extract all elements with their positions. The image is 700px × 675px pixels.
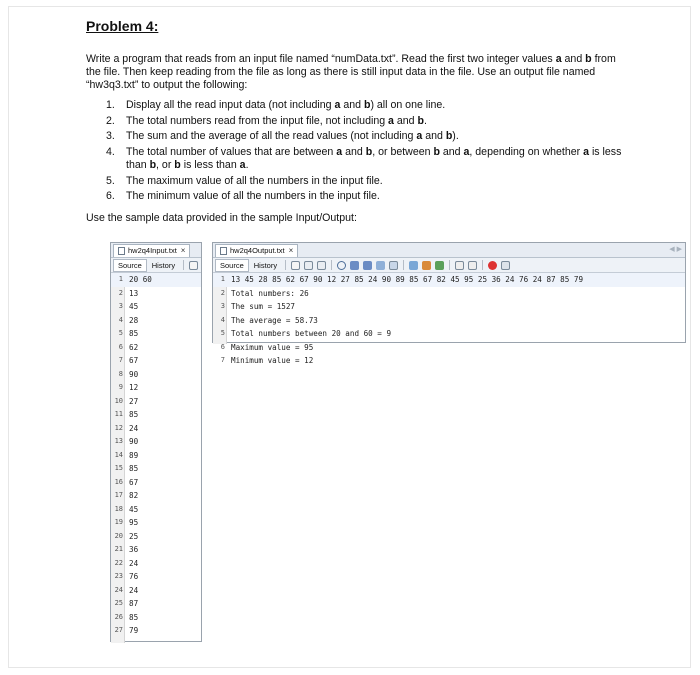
line-number: 27 — [114, 626, 123, 634]
input-code-area[interactable] — [111, 273, 201, 643]
line-text: 20 60 — [129, 275, 152, 284]
line-text: Total numbers: 26 — [231, 288, 309, 298]
line-text: 13 — [129, 288, 139, 298]
problem-title: Problem 4: — [86, 18, 159, 34]
code-line — [213, 273, 685, 287]
toolbar-divider — [331, 260, 332, 270]
code-line — [111, 341, 201, 355]
bookmark-icon[interactable] — [422, 261, 431, 270]
line-number: 24 — [114, 585, 123, 594]
line-number: 16 — [114, 477, 123, 486]
line-number: 6 — [118, 342, 123, 351]
line-text: The sum = 1527 — [231, 302, 296, 311]
back-icon[interactable] — [304, 261, 313, 270]
code-line — [111, 395, 201, 409]
line-number: 2 — [220, 288, 225, 297]
tab-input-file[interactable] — [113, 244, 190, 257]
code-line — [111, 462, 201, 476]
line-number: 19 — [114, 518, 123, 526]
toolbar-divider — [403, 260, 404, 270]
line-number: 26 — [114, 612, 123, 621]
search-icon[interactable] — [337, 261, 346, 270]
line-text: 89 — [129, 450, 139, 460]
line-number: 5 — [118, 329, 123, 337]
line-text: 36 — [129, 545, 139, 554]
list-item: 1. Display all the read input data (not including a and b) all on one line. — [106, 99, 446, 111]
code-line — [111, 435, 201, 449]
file-icon — [118, 247, 125, 255]
uncomment-icon[interactable] — [468, 261, 477, 270]
line-number: 23 — [114, 572, 123, 580]
editor-action-icon[interactable] — [189, 261, 198, 270]
sample-data-note: Use the sample data provided in the sample Input/Output: — [86, 212, 357, 224]
line-number: 6 — [220, 342, 225, 351]
line-text: 85 — [129, 410, 139, 419]
requirements-list — [86, 99, 626, 206]
line-text: Minimum value = 12 — [231, 356, 314, 365]
line-number: 25 — [114, 599, 123, 607]
line-number: 7 — [118, 356, 123, 364]
forward-icon[interactable] — [317, 261, 326, 270]
line-number: 1 — [118, 275, 123, 283]
line-number: 21 — [114, 545, 123, 553]
list-item: 6. The minimum value of all the numbers in the input file. — [106, 190, 380, 202]
find-next-icon[interactable] — [363, 261, 372, 270]
line-number: 13 — [114, 437, 123, 445]
line-text: 79 — [129, 626, 139, 635]
list-item: 3. The sum and the average of all the read values (not including a and b). — [106, 130, 459, 142]
line-number: 12 — [114, 423, 123, 432]
line-text: Total numbers between 20 and 60 = 9 — [231, 329, 392, 338]
line-number: 17 — [114, 491, 123, 499]
line-number: 3 — [220, 302, 225, 310]
line-number: 2 — [118, 288, 123, 297]
line-number: 18 — [114, 504, 123, 513]
line-number: 3 — [118, 302, 123, 310]
code-line — [111, 584, 201, 598]
line-text: 28 — [129, 315, 139, 325]
code-line — [111, 543, 201, 557]
line-number: 11 — [114, 410, 123, 418]
line-text: 24 — [129, 558, 139, 568]
line-number: 8 — [118, 369, 123, 378]
line-text: 87 — [129, 599, 139, 608]
line-text: 24 — [129, 585, 139, 595]
next-bookmark-icon[interactable] — [435, 261, 444, 270]
line-number: 15 — [114, 464, 123, 472]
input-tab-bar — [111, 243, 201, 258]
toolbar-divider — [449, 260, 450, 270]
code-line — [111, 327, 201, 341]
output-tab-bar — [213, 243, 685, 258]
code-line — [111, 408, 201, 422]
line-text: The average = 58.73 — [231, 315, 318, 325]
line-text: 85 — [129, 329, 139, 338]
code-line — [111, 570, 201, 584]
tab-output-file[interactable] — [215, 244, 298, 257]
code-line — [111, 287, 201, 301]
find-selection-icon[interactable] — [376, 261, 385, 270]
line-number: 9 — [118, 383, 123, 391]
toolbar-divider — [183, 260, 184, 270]
line-text: 85 — [129, 464, 139, 473]
line-text: 24 — [129, 423, 139, 433]
line-text: 67 — [129, 477, 139, 487]
line-number: 5 — [220, 329, 225, 337]
line-text: 82 — [129, 491, 139, 500]
code-line — [111, 624, 201, 638]
code-line — [213, 300, 685, 314]
code-line — [111, 368, 201, 382]
code-line — [111, 489, 201, 503]
code-line — [111, 557, 201, 571]
line-text: 95 — [129, 518, 139, 527]
line-number: 22 — [114, 558, 123, 567]
code-line — [213, 314, 685, 328]
line-number: 10 — [114, 396, 123, 405]
code-line — [111, 381, 201, 395]
code-line — [111, 449, 201, 463]
line-text: 85 — [129, 612, 139, 622]
line-text: 76 — [129, 572, 139, 581]
comment-icon[interactable] — [455, 261, 464, 270]
line-text: 25 — [129, 531, 139, 541]
code-line — [213, 341, 685, 355]
tab-scroll-arrows-icon[interactable]: ◀ ▶ — [669, 246, 682, 253]
toggle-highlight-icon[interactable] — [389, 261, 398, 270]
line-number: 4 — [220, 315, 225, 324]
input-editor-toolbar — [111, 258, 201, 273]
line-number: 7 — [220, 356, 225, 364]
line-text: 27 — [129, 396, 139, 406]
file-icon — [220, 247, 227, 255]
close-icon[interactable]: × — [288, 246, 294, 255]
history-button[interactable]: History — [253, 260, 278, 270]
toolbar-divider — [482, 260, 483, 270]
tab-label: hw2q4Input.txt — [128, 246, 177, 255]
line-text: 90 — [129, 369, 139, 379]
last-edit-icon[interactable] — [291, 261, 300, 270]
line-text: 90 — [129, 437, 139, 446]
code-line — [111, 611, 201, 625]
code-line — [111, 476, 201, 490]
code-line — [111, 503, 201, 517]
code-line — [111, 354, 201, 368]
code-line — [213, 287, 685, 301]
stop-macro-icon[interactable] — [501, 261, 510, 270]
line-number: 4 — [118, 315, 123, 324]
problem-intro: Write a program that reads from an input file named “numData.txt”. Read the first two integer values a and b from the file. Then keep reading from the file as long as there is still input data in the file. Use an output file named “hw3q3.txt” to output the following: — [86, 53, 616, 91]
close-icon[interactable]: × — [180, 246, 186, 255]
line-number: 14 — [114, 450, 123, 459]
line-text: 67 — [129, 356, 139, 365]
code-line — [111, 597, 201, 611]
code-line — [111, 516, 201, 530]
line-text: 13 45 28 85 62 67 90 12 27 85 24 90 89 85 67 82 45 95 25 36 24 76 24 87 85 79 — [231, 275, 584, 284]
line-text: Maximum value = 95 — [231, 342, 314, 352]
source-button[interactable]: Source — [113, 259, 147, 272]
toolbar-divider — [285, 260, 286, 270]
output-editor-toolbar — [213, 258, 685, 273]
list-item: 5. The maximum value of all the numbers in the input file. — [106, 174, 383, 187]
line-number: 20 — [114, 531, 123, 540]
history-button[interactable]: History — [151, 260, 176, 270]
line-text: 45 — [129, 504, 139, 514]
shift-left-icon[interactable] — [409, 261, 418, 270]
tab-label: hw2q4Output.txt — [230, 246, 285, 255]
record-macro-icon[interactable] — [488, 261, 497, 270]
line-text: 62 — [129, 342, 139, 352]
code-line — [213, 327, 685, 341]
code-line — [111, 530, 201, 544]
output-file-pane — [212, 242, 686, 365]
list-item: 2. The total numbers read from the input file, not including a and b. — [106, 114, 427, 127]
code-line — [111, 314, 201, 328]
source-button[interactable]: Source — [215, 259, 249, 272]
list-item: 4. The total number of values that are between a and b, or between b and a, depending on whether a is less than b, or b is less than a. — [106, 145, 622, 171]
code-line — [111, 422, 201, 436]
find-previous-icon[interactable] — [350, 261, 359, 270]
line-number: 1 — [220, 275, 225, 283]
line-text: 12 — [129, 383, 139, 392]
code-line — [111, 300, 201, 314]
code-line — [111, 273, 201, 287]
input-file-pane — [110, 242, 202, 642]
line-text: 45 — [129, 302, 139, 311]
output-code-area[interactable] — [213, 273, 685, 365]
code-line — [213, 354, 685, 368]
